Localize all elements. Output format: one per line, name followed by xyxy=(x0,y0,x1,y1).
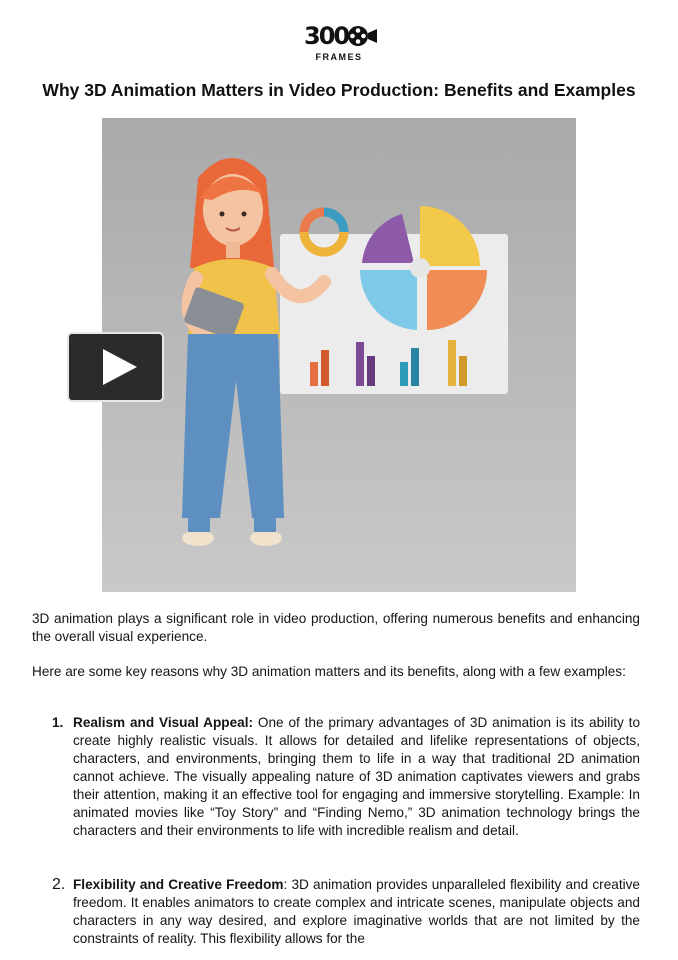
list-text: : 3D animation provides unparalleled flexibility and creative freedom. It enables animators to create complex and intricate scenes, manipulate objects and characters in any way desired, and explore imaginative worlds that are not limited by the constraints of reality. This flexibility allows for the xyxy=(73,877,640,946)
list-body xyxy=(73,714,640,840)
brand-logo xyxy=(300,22,378,66)
logo-wordmark: FRAMES xyxy=(315,52,363,62)
film-reel-icon xyxy=(346,24,378,50)
logo-number: 300 xyxy=(304,22,349,50)
list-number: 1. xyxy=(52,715,64,730)
reasons-paragraph: Here are some key reasons why 3D animation matters and its benefits, along with a few examples: xyxy=(32,664,626,679)
intro-paragraph: 3D animation plays a significant role in video production, offering numerous benefits and enhancing the overall visual experience. xyxy=(32,611,640,644)
page-title: Why 3D Animation Matters in Video Production: Benefits and Examples xyxy=(42,80,636,100)
list-body xyxy=(73,876,640,948)
play-button[interactable] xyxy=(67,332,164,402)
play-icon xyxy=(69,334,162,400)
hero-image xyxy=(102,118,576,592)
list-text: One of the primary advantages of 3D animation is its ability to create highly realistic visuals. It allows for detailed and lifelike representations of objects, characters, and environments, bringing them to life in a way that traditional 2D animation cannot achieve. The visually appealing nature of 3D animation captivates viewers and grabs their attention, making it an effective tool for engaging and immersive storytelling. Example: In animated movies like “Toy Story” and “Finding Nemo,” 3D animation technology brings the characters and their environments to life with incredible realism and detail. xyxy=(73,715,641,838)
hero-illustration xyxy=(102,118,576,592)
list-heading: Realism and Visual Appeal: xyxy=(73,715,254,730)
list-heading: Flexibility and Creative Freedom xyxy=(73,877,284,892)
list-number: 2. xyxy=(52,876,66,893)
